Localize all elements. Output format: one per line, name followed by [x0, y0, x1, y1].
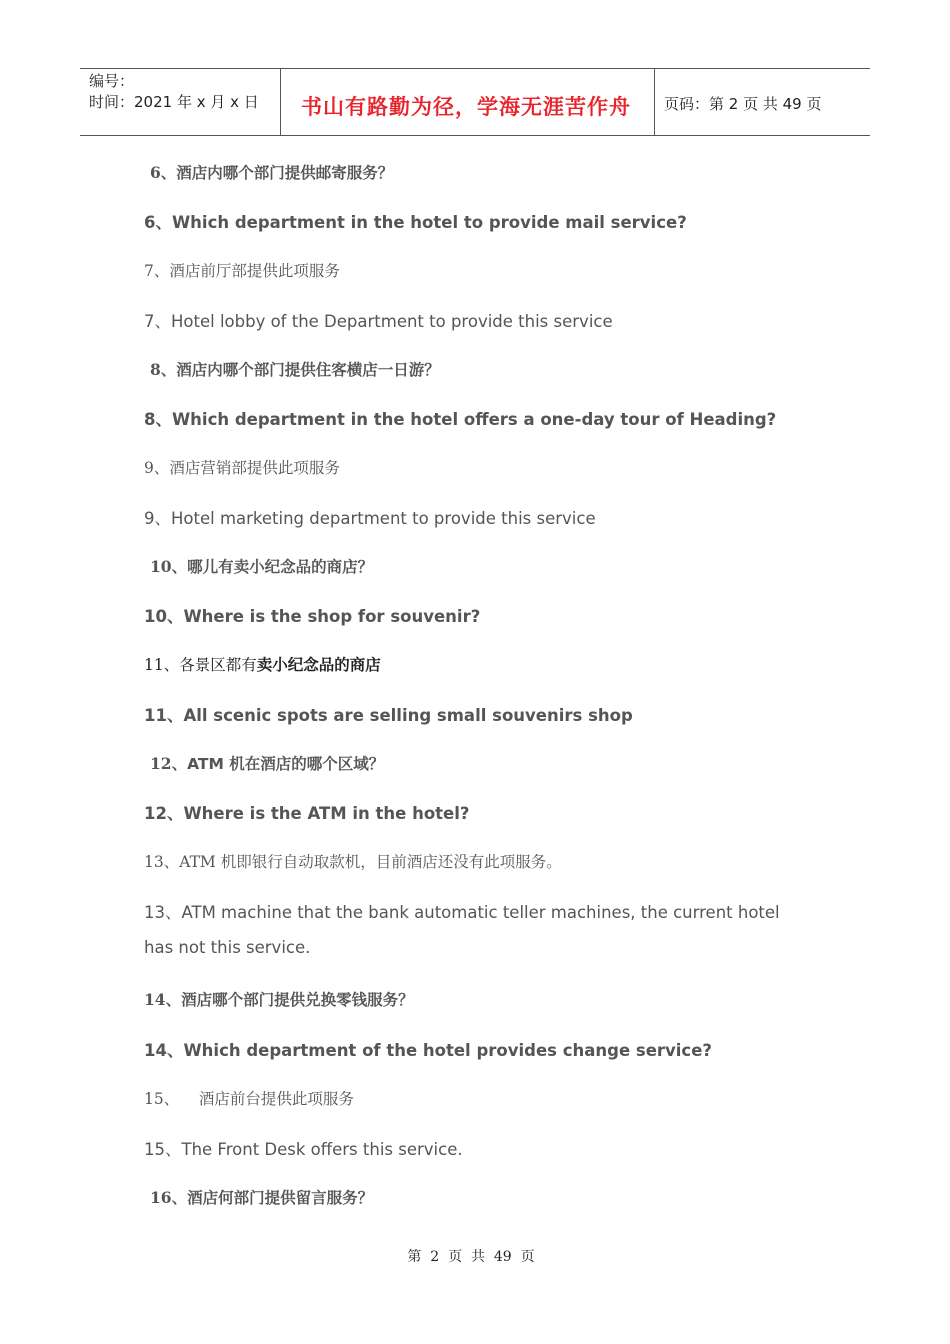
question-10-cn: 10、哪儿有卖小纪念品的商店？ [150, 557, 374, 576]
question-14-cn: 14、酒店哪个部门提供兑换零钱服务？ [144, 990, 414, 1009]
answer-11-cn [144, 653, 381, 675]
question-10-en: 10、Where is the shop for souvenir? [144, 607, 481, 626]
answer-7-en: 7、Hotel lobby of the Department to provide this service [144, 312, 613, 331]
page-header [80, 68, 870, 136]
question-12-num: 12、 [150, 754, 188, 773]
answer-7-cn: 7、酒店前厅部提供此项服务 [144, 262, 340, 280]
footer-page-number: 第 2 页 共 49 页 [407, 1249, 535, 1265]
page-label: 页码：第 2 页 共 49 页 [664, 95, 822, 113]
question-12-atm: ATM [187, 755, 224, 773]
question-12-cn [150, 752, 384, 774]
answer-13-en-line2: has not this service. [144, 938, 311, 957]
answer-9-en: 9、Hotel marketing department to provide this service [144, 509, 596, 528]
question-16-cn: 16、酒店何部门提供留言服务？ [150, 1188, 374, 1207]
question-6-en: 6、Which department in the hotel to provide mail service? [144, 213, 687, 232]
code-label: 编号： [89, 72, 135, 90]
answer-13-cn: 13、ATM 机即银行自动取款机，目前酒店还没有此项服务。 [144, 853, 562, 871]
question-14-en: 14、Which department of the hotel provides change service? [144, 1041, 712, 1060]
answer-11-cn-part2: 卖小纪念品的商店 [256, 655, 381, 674]
motto-text: 书山有路勤为径，学海无涯苦作舟 [301, 94, 631, 119]
page-footer [0, 1246, 950, 1266]
question-8-cn: 8、酒店内哪个部门提供住客横店一日游？ [150, 360, 440, 379]
answer-11-en: 11、All scenic spots are selling small souvenirs shop [144, 706, 633, 725]
answer-13-en-line1: 13、ATM machine that the bank automatic teller machines, the current hotel [144, 903, 780, 922]
question-6-cn: 6、酒店内哪个部门提供邮寄服务？ [150, 163, 394, 182]
answer-15-cn: 15、 酒店前台提供此项服务 [144, 1090, 354, 1108]
question-12-en: 12、Where is the ATM in the hotel? [144, 804, 470, 823]
answer-9-cn: 9、酒店营销部提供此项服务 [144, 459, 340, 477]
answer-15-en: 15、The Front Desk offers this service. [144, 1140, 463, 1159]
header-page [655, 69, 870, 135]
answer-11-cn-part1: 11、各景区都有 [144, 656, 257, 674]
header-motto [281, 69, 655, 135]
date-label: 时间：2021 年 x 月 x 日 [89, 93, 259, 111]
header-meta [80, 69, 281, 135]
question-8-en: 8、Which department in the hotel offers a one-day tour of Heading? [144, 410, 777, 429]
question-12-rest: 机在酒店的哪个区域？ [223, 754, 385, 773]
